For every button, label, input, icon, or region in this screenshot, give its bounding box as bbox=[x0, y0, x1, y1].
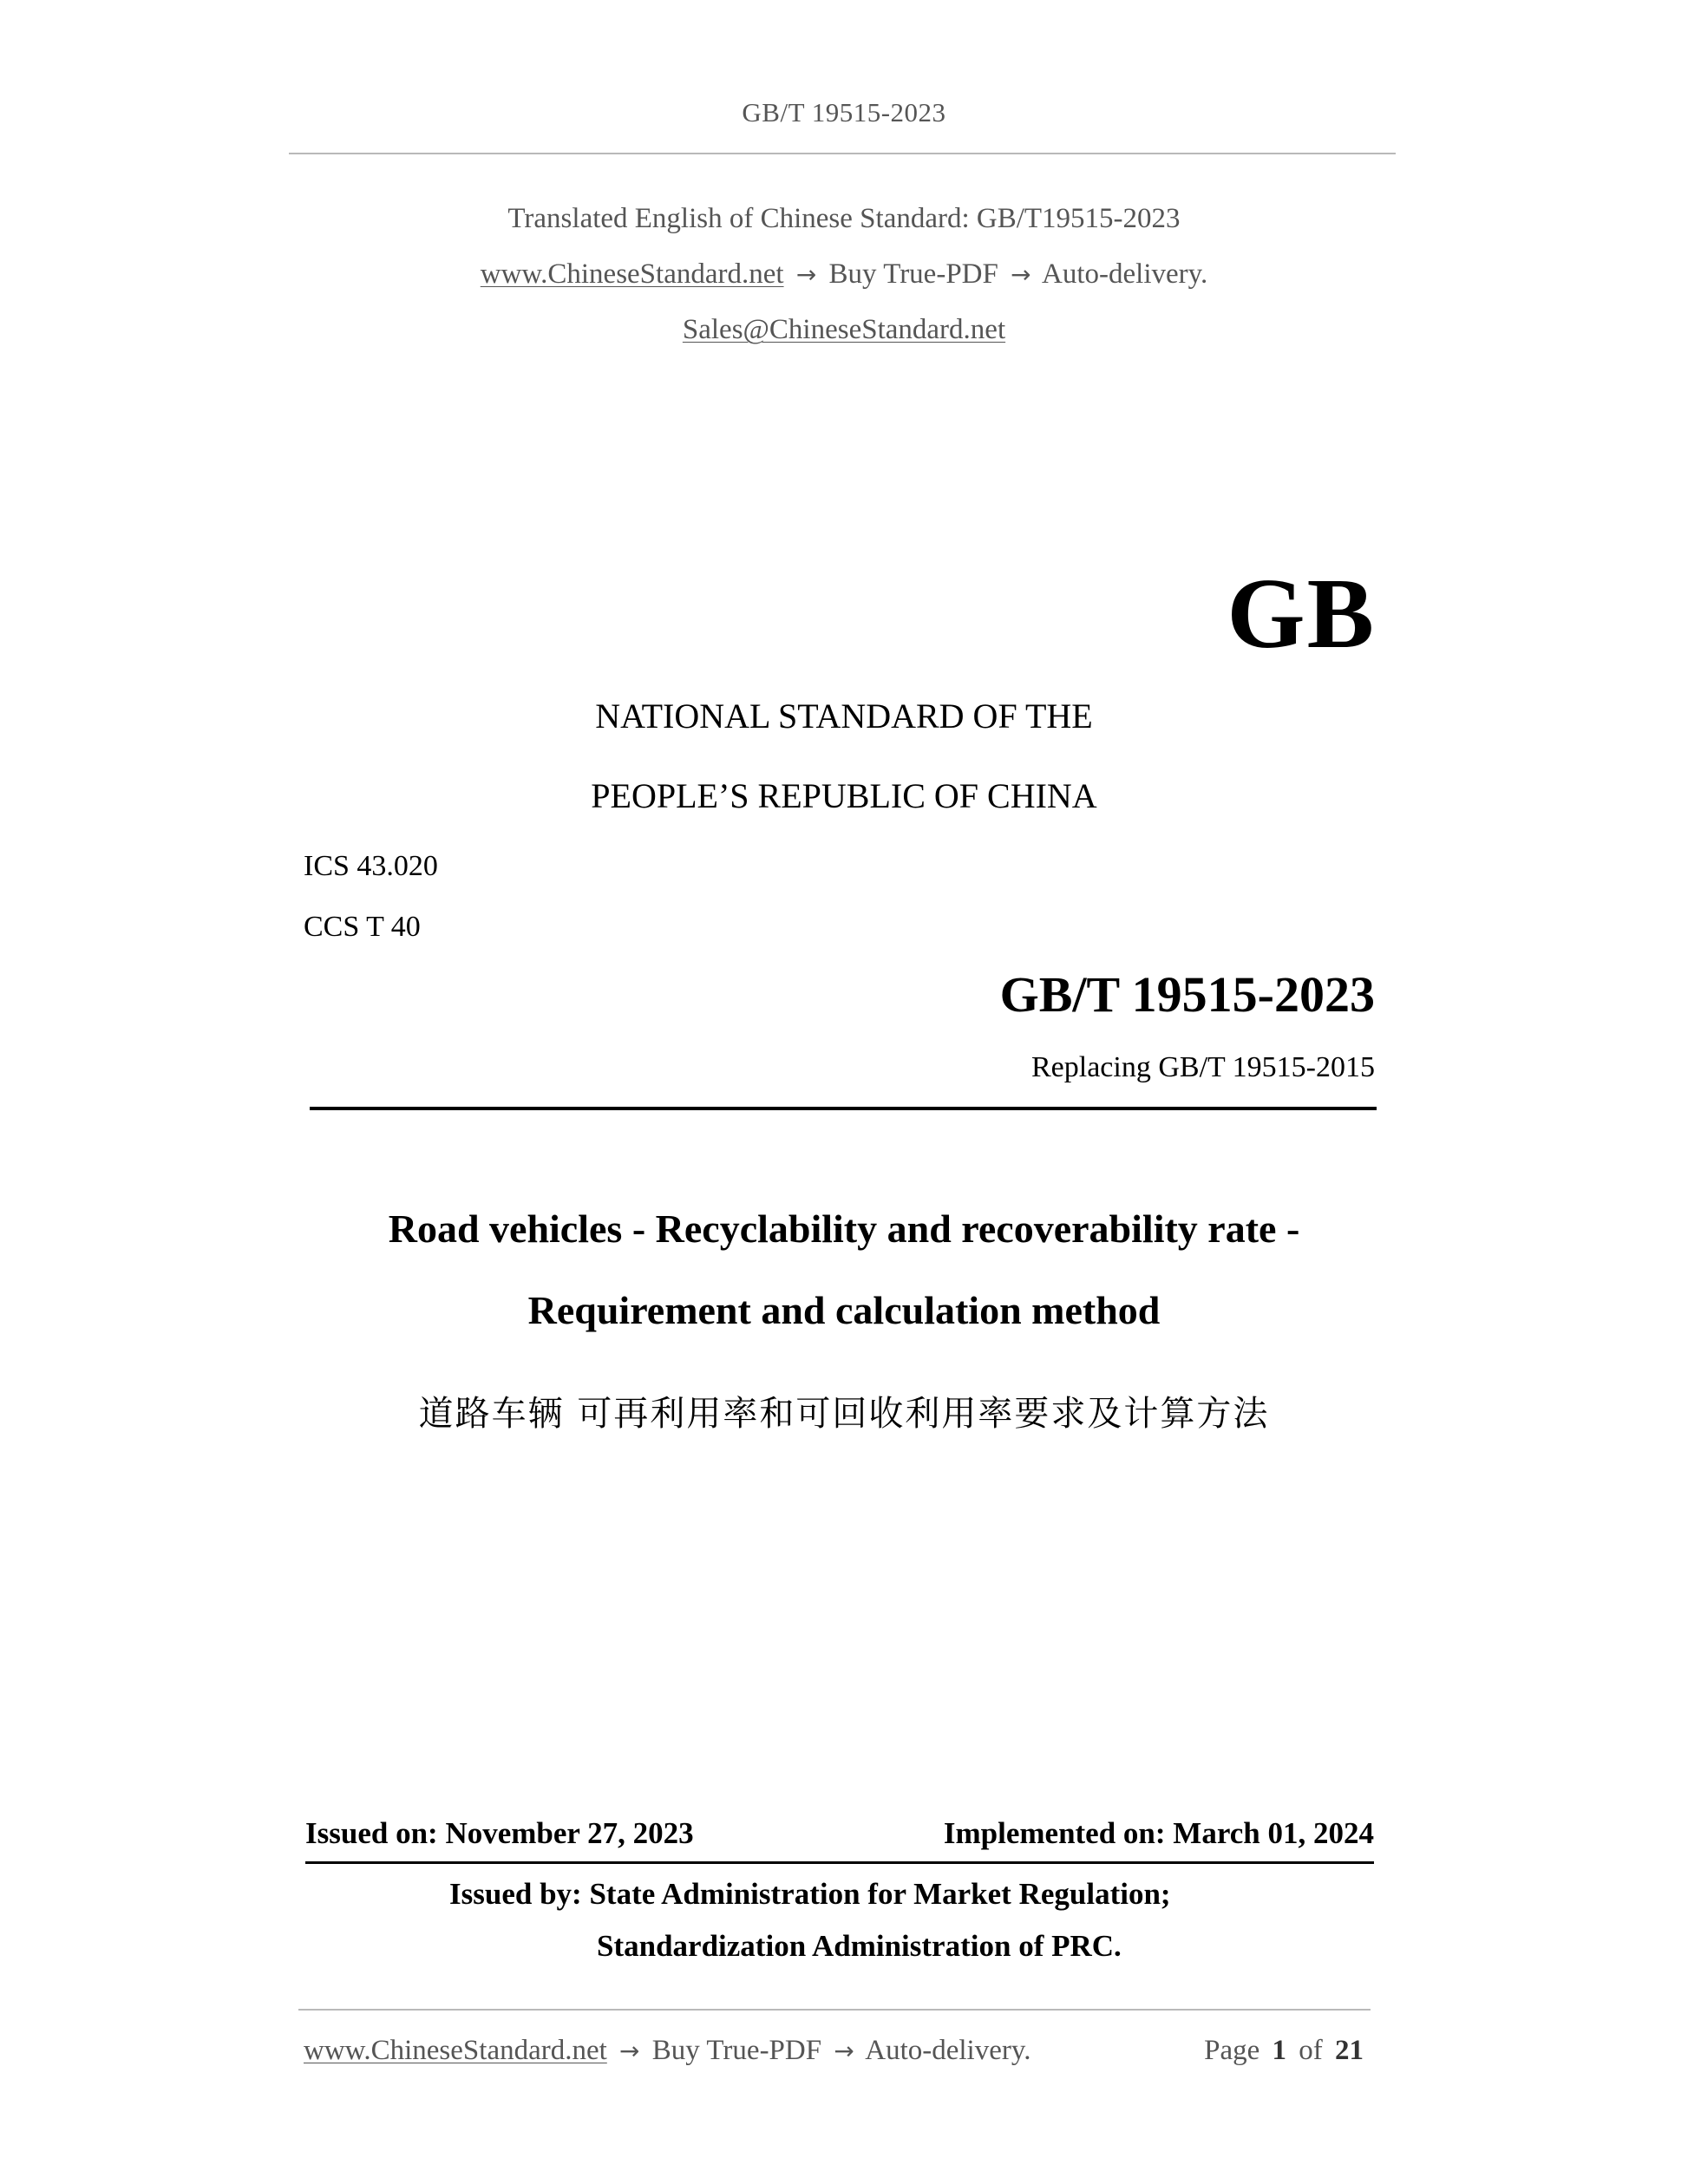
buy-text: Buy True-PDF bbox=[828, 258, 998, 290]
title-english-line-1: Road vehicles - Recyclability and recoverability rate - bbox=[388, 1206, 1300, 1251]
ccs-code: CCS T 40 bbox=[304, 911, 421, 943]
issued-on-date: Issued on: November 27, 2023 bbox=[305, 1816, 694, 1850]
footer-purchase-line bbox=[304, 2035, 1030, 2067]
site-link[interactable]: www.ChineseStandard.net bbox=[480, 258, 784, 290]
issued-by-line-1: Issued by: State Administration for Market Regulation; bbox=[449, 1877, 1171, 1911]
footer-divider bbox=[298, 2009, 1371, 2011]
replacing-standard: Replacing GB/T 19515-2015 bbox=[1031, 1051, 1375, 1083]
ics-code: ICS 43.020 bbox=[304, 850, 438, 882]
delivery-text: Auto-delivery. bbox=[1042, 258, 1208, 290]
purchase-line bbox=[0, 258, 1688, 291]
footer-buy-text: Buy True-PDF bbox=[651, 2035, 822, 2066]
arrow-right-icon: → bbox=[795, 260, 817, 289]
footer-delivery-text: Auto-delivery. bbox=[865, 2035, 1031, 2066]
arrow-right-icon: → bbox=[619, 2037, 640, 2065]
email-line bbox=[0, 314, 1688, 346]
national-standard-line-2: PEOPLE’S REPUBLIC OF CHINA bbox=[591, 776, 1097, 815]
issue-divider bbox=[305, 1861, 1374, 1864]
issued-by-line-2: Standardization Administration of PRC. bbox=[597, 1929, 1122, 1963]
page-header-code: GB/T 19515-2023 bbox=[742, 97, 946, 128]
title-english-line-2: Requirement and calculation method bbox=[527, 1288, 1161, 1332]
arrow-right-icon: → bbox=[1011, 260, 1031, 289]
gb-logo: GB bbox=[1227, 559, 1376, 670]
header-divider bbox=[289, 153, 1396, 154]
page-number: 1 bbox=[1272, 2035, 1286, 2066]
page-total: 21 bbox=[1335, 2035, 1364, 2066]
of-label: of bbox=[1299, 2035, 1323, 2066]
title-divider bbox=[310, 1107, 1377, 1110]
implemented-on-date: Implemented on: March 01, 2024 bbox=[943, 1816, 1374, 1850]
translated-notice: Translated English of Chinese Standard: GB/T19515-2023 bbox=[507, 203, 1181, 234]
title-chinese: 道路车辆 可再利用率和可回收利用率要求及计算方法 bbox=[418, 1394, 1270, 1434]
email-link[interactable]: Sales@ChineseStandard.net bbox=[682, 314, 1006, 345]
national-standard-line-1: NATIONAL STANDARD OF THE bbox=[595, 696, 1093, 736]
arrow-right-icon: → bbox=[834, 2037, 854, 2065]
page-indicator bbox=[1204, 2035, 1364, 2067]
page-label: Page bbox=[1204, 2035, 1260, 2066]
standard-number: GB/T 19515-2023 bbox=[999, 966, 1375, 1023]
footer-site-link[interactable]: www.ChineseStandard.net bbox=[304, 2035, 607, 2066]
